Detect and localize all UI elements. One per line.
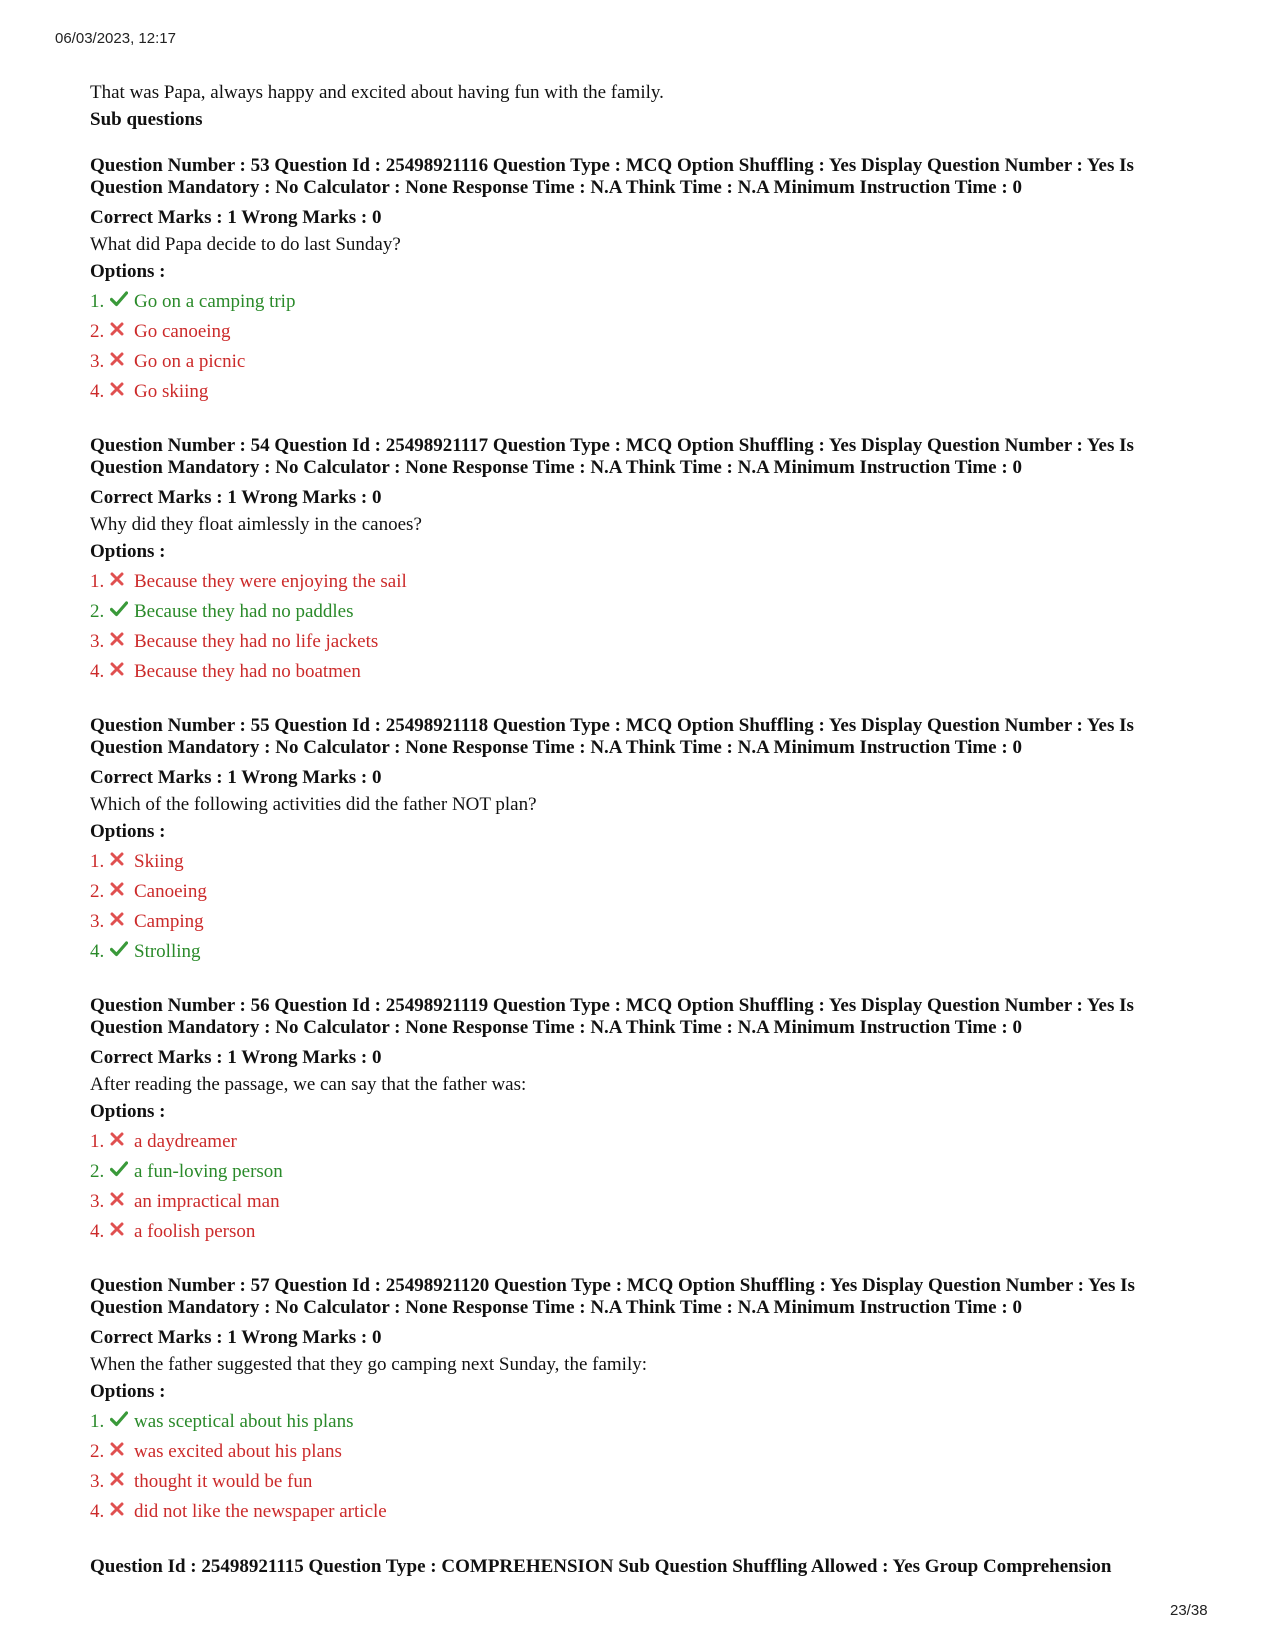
option-text: Because they had no life jackets [134, 631, 379, 652]
option-text: Go on a camping trip [134, 291, 296, 312]
option-text: Skiing [134, 851, 184, 872]
question-marks: Correct Marks : 1 Wrong Marks : 0 [90, 207, 382, 228]
option-number: 2. [90, 1441, 105, 1462]
question-text: Why did they float aimlessly in the canoes? [90, 514, 422, 535]
question-text: Which of the following activities did the father NOT plan? [90, 794, 537, 815]
option-text: Camping [134, 911, 204, 932]
option-number: 1. [90, 851, 105, 872]
check-icon [110, 291, 134, 307]
check-icon [110, 1411, 134, 1427]
question-marks: Correct Marks : 1 Wrong Marks : 0 [90, 1047, 382, 1068]
cross-icon [110, 882, 134, 896]
option-text: Because they were enjoying the sail [134, 571, 407, 592]
option-text: Go on a picnic [134, 351, 246, 372]
option-number: 4. [90, 381, 105, 402]
option-number: 4. [90, 941, 105, 962]
options-label: Options : [90, 541, 166, 562]
question-meta: Question Number : 53 Question Id : 25498921116 Question Type : MCQ Option Shuffling : Yes Display Question Number : Yes Is Question Mandatory : No Calculator : None Response Time : N.A Think Time : N.A Minimum Instruction Time : 0 [90, 155, 1134, 198]
options-label: Options : [90, 1101, 166, 1122]
cross-icon [110, 1472, 134, 1486]
option-wrong [90, 317, 1210, 347]
option-text: Go skiing [134, 381, 209, 402]
option-wrong [90, 347, 1210, 377]
option-wrong [90, 377, 1210, 407]
option-wrong [90, 657, 1210, 687]
option-number: 1. [90, 571, 105, 592]
cross-icon [110, 852, 134, 866]
cross-icon [110, 662, 134, 676]
cross-icon [110, 1442, 134, 1456]
option-wrong [90, 877, 1210, 907]
options-label: Options : [90, 821, 166, 842]
cross-icon [110, 572, 134, 586]
question-meta: Question Number : 55 Question Id : 25498921118 Question Type : MCQ Option Shuffling : Yes Display Question Number : Yes Is Question Mandatory : No Calculator : None Response Time : N.A Think Time : N.A Minimum Instruction Time : 0 [90, 715, 1134, 758]
option-correct [90, 287, 1210, 317]
cross-icon [110, 632, 134, 646]
page-content [90, 79, 1210, 1579]
option-number: 2. [90, 601, 105, 622]
option-number: 3. [90, 911, 105, 932]
option-wrong [90, 1437, 1210, 1467]
option-wrong [90, 1127, 1210, 1157]
option-number: 3. [90, 631, 105, 652]
options-label: Options : [90, 261, 166, 282]
option-number: 4. [90, 1501, 105, 1522]
check-icon [110, 941, 134, 957]
cross-icon [110, 322, 134, 336]
option-correct [90, 1157, 1210, 1187]
question-text: What did Papa decide to do last Sunday? [90, 234, 401, 255]
options-label: Options : [90, 1381, 166, 1402]
option-text: a daydreamer [134, 1131, 237, 1152]
cross-icon [110, 1502, 134, 1516]
option-text: Because they had no boatmen [134, 661, 361, 682]
option-number: 3. [90, 351, 105, 372]
passage-closing-text: That was Papa, always happy and excited about having fun with the family. [90, 82, 664, 103]
question-block [90, 995, 1210, 1247]
page-number: 23/38 [1170, 1602, 1208, 1619]
question-block [90, 715, 1210, 967]
cross-icon [110, 1132, 134, 1146]
cross-icon [110, 382, 134, 396]
cross-icon [110, 912, 134, 926]
cross-icon [110, 352, 134, 366]
option-wrong [90, 627, 1210, 657]
question-block [90, 435, 1210, 687]
option-text: a fun-loving person [134, 1161, 283, 1182]
check-icon [110, 1161, 134, 1177]
question-block [90, 155, 1210, 407]
option-text: a foolish person [134, 1221, 256, 1242]
option-wrong [90, 907, 1210, 937]
option-number: 2. [90, 881, 105, 902]
option-wrong [90, 1217, 1210, 1247]
option-text: was sceptical about his plans [134, 1411, 354, 1432]
questions-list [90, 155, 1210, 1527]
option-correct [90, 1407, 1210, 1437]
question-meta: Question Number : 56 Question Id : 25498921119 Question Type : MCQ Option Shuffling : Yes Display Question Number : Yes Is Question Mandatory : No Calculator : None Response Time : N.A Think Time : N.A Minimum Instruction Time : 0 [90, 995, 1134, 1038]
question-text: When the father suggested that they go camping next Sunday, the family: [90, 1354, 648, 1375]
question-meta: Question Number : 57 Question Id : 25498921120 Question Type : MCQ Option Shuffling : Yes Display Question Number : Yes Is Question Mandatory : No Calculator : None Response Time : N.A Think Time : N.A Minimum Instruction Time : 0 [90, 1275, 1135, 1318]
option-number: 4. [90, 661, 105, 682]
check-icon [110, 601, 134, 617]
question-marks: Correct Marks : 1 Wrong Marks : 0 [90, 767, 382, 788]
option-number: 4. [90, 1221, 105, 1242]
question-marks: Correct Marks : 1 Wrong Marks : 0 [90, 487, 382, 508]
option-text: was excited about his plans [134, 1441, 342, 1462]
print-timestamp: 06/03/2023, 12:17 [55, 30, 176, 47]
option-wrong [90, 1497, 1210, 1527]
option-wrong [90, 1467, 1210, 1497]
option-number: 1. [90, 291, 105, 312]
option-text: thought it would be fun [134, 1471, 313, 1492]
option-correct [90, 937, 1210, 967]
option-text: Strolling [134, 941, 201, 962]
option-wrong [90, 567, 1210, 597]
option-number: 3. [90, 1471, 105, 1492]
question-text: After reading the passage, we can say that the father was: [90, 1074, 527, 1095]
option-number: 2. [90, 321, 105, 342]
option-number: 1. [90, 1411, 105, 1432]
option-number: 2. [90, 1161, 105, 1182]
option-number: 3. [90, 1191, 105, 1212]
question-block [90, 1275, 1210, 1527]
option-correct [90, 597, 1210, 627]
option-number: 1. [90, 1131, 105, 1152]
question-meta: Question Number : 54 Question Id : 25498921117 Question Type : MCQ Option Shuffling : Yes Display Question Number : Yes Is Question Mandatory : No Calculator : None Response Time : N.A Think Time : N.A Minimum Instruction Time : 0 [90, 435, 1134, 478]
option-text: an impractical man [134, 1191, 280, 1212]
option-wrong [90, 847, 1210, 877]
sub-questions-heading: Sub questions [90, 109, 203, 130]
option-text: Because they had no paddles [134, 601, 354, 622]
question-marks: Correct Marks : 1 Wrong Marks : 0 [90, 1327, 382, 1348]
comprehension-meta: Question Id : 25498921115 Question Type : COMPREHENSION Sub Question Shuffling Allowed : Yes Group Comprehension [90, 1556, 1112, 1577]
option-text: Canoeing [134, 881, 207, 902]
option-text: Go canoeing [134, 321, 231, 342]
option-text: did not like the newspaper article [134, 1501, 387, 1522]
cross-icon [110, 1222, 134, 1236]
cross-icon [110, 1192, 134, 1206]
option-wrong [90, 1187, 1210, 1217]
